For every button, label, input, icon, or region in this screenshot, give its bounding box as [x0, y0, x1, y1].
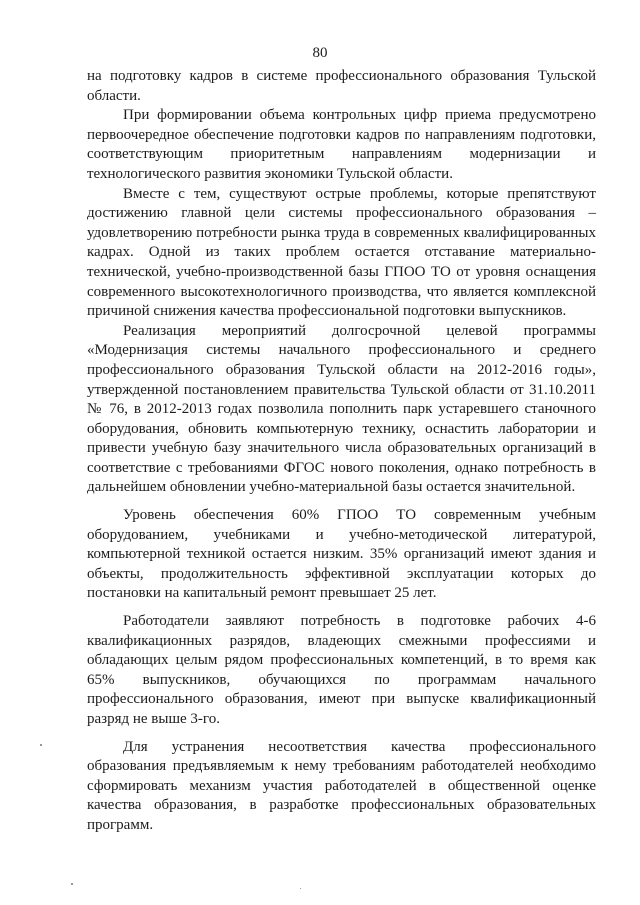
paragraph-employer-participation: Для устранения несоответствия качества профессионального образования предъявляемым к нему требованиям работодателей необходимо сформировать механизм участия работодателей в общественной оценке качества образования, в разработке профессиональных образовательных программ. [87, 738, 596, 833]
body-text [87, 67, 596, 836]
page-number: 80 [312, 45, 328, 61]
paragraph-employers-demand: Работодатели заявляют потребность в подготовке рабочих 4-6 квалификационных разрядов, владеющих смежными профессиями и обладающих целым рядом профессиональных компетенций, в то время как 65% выпускников, обучающихся по программам начального профессионального образования, имеют при выпуске квалификационный разряд не выше 3-го. [87, 613, 596, 727]
paragraph-problems: Вместе с тем, существуют острые проблемы, которые препятствуют достижению главной цели системы профессионального образования – удовлетворению потребности рынка труда в современных квалифицированных кадрах. Одной из таких проблем остается отставание материально-технической, учебно-производственной базы ГПОО ТО от уровня оснащения современного высокотехнологичного производства, что является комплексной причиной снижения качества профессиональной подготовки выпускников. [87, 185, 596, 320]
paragraph-equipment-level: Уровень обеспечения 60% ГПОО ТО современным учебным оборудованием, учебниками и учебно-методической литературой, компьютерной техникой остается низким. 35% организаций имеют здания и объекты, продолжительность эффективной эксплуатации которых до постановки на капитальный ремонт превышает 25 лет. [87, 507, 596, 602]
scan-speck [40, 744, 42, 746]
paragraph-program-implementation: Реализация мероприятий долгосрочной целевой программы «Модернизация системы начального профессионального и среднего профессионального образования Тульской области на 2012-2016 годы», утвержденной постановлением правительства Тульской области от 31.10.2011 № 76, в 2012-2013 годах позволила пополнить парк устаревшего станочного оборудования, обновить компьютерную технику, оснастить лаборатории и привести учебную базу значительного числа образовательных организаций в соответствие с требованиями ФГОС нового поколения, однако потребность в дальнейшем обновлении учебно-материальной базы остается значительной. [87, 322, 596, 496]
scan-speck [71, 883, 73, 885]
scan-speck [300, 888, 301, 889]
paragraph-continuation: на подготовку кадров в системе профессионального образования Тульской области. [87, 68, 596, 104]
paragraph-enrollment-figures: При формировании объема контрольных цифр приема предусмотрено первоочередное обеспечение подготовки кадров по направлениям подготовки, соответствующим приоритетным направлениям модернизации и технологического развития экономики Тульской области. [87, 107, 596, 182]
